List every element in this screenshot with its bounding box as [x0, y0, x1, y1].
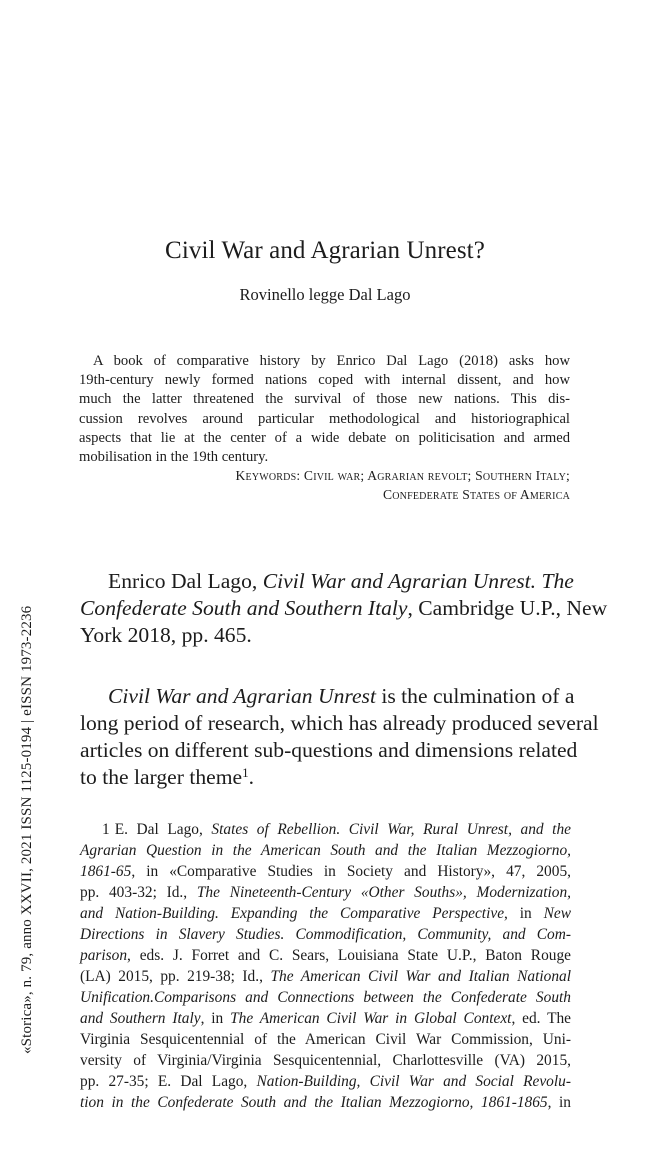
- body-line: articles on different sub-questions and dimensions related: [80, 738, 578, 762]
- book-publisher: , Cambridge U.P., New: [407, 596, 608, 620]
- footnote-italic: States of Rebellion. Civil War, Rural Unrest, and the: [211, 821, 571, 838]
- article-title: Civil War and Agrarian Unrest?: [165, 237, 485, 264]
- body-line: long period of research, which has already produced several: [80, 711, 599, 735]
- body-text: to the larger theme: [80, 765, 243, 789]
- footnote-italic: The Nineteenth-Century «Other Souths», Modernization,: [196, 884, 571, 901]
- body-text: .: [248, 765, 254, 789]
- keywords-line: Confederate States of America: [382, 487, 570, 503]
- book-title: Civil War and Agrarian Unrest. The: [262, 569, 574, 593]
- footnote-line: [80, 882, 571, 903]
- footnote-number: 1: [102, 821, 110, 838]
- body-line: [80, 683, 575, 710]
- book-reference-line: [80, 595, 608, 622]
- footnote-text: (LA) 2015, pp. 219-38; Id.,: [80, 968, 263, 985]
- footnote-marker[interactable]: 1: [242, 765, 249, 780]
- footnote-line: [80, 966, 571, 987]
- book-reference: [80, 568, 608, 649]
- footnote-italic: and Southern Italy: [80, 1010, 201, 1027]
- footnote: [80, 819, 571, 1113]
- abstract: [79, 352, 570, 467]
- footnote-italic: Unification.Comparisons and Connections between the Confederate South: [80, 989, 571, 1006]
- footnote-line: [80, 924, 571, 945]
- book-title-cont: Confederate South and Southern Italy: [80, 596, 408, 620]
- footnote-text: E. Dal Lago,: [114, 821, 203, 838]
- footnote-line: Virginia Sesquicentennial of the American Civil War Commission, Uni-: [80, 1031, 571, 1048]
- footnote-line: [80, 1092, 571, 1113]
- abstract-line: 19th-century newly formed nations coped with internal dissent, and how: [79, 372, 570, 389]
- footnote-line: [80, 840, 571, 861]
- footnote-line: [80, 819, 571, 840]
- abstract-line: A book of comparative history by Enrico Dal Lago (2018) asks how: [93, 353, 570, 369]
- footnote-line: [80, 1071, 571, 1092]
- footnote-italic: Agrarian Question in the American South and the Italian Mezzogiorno,: [80, 842, 571, 859]
- book-author: Enrico Dal Lago,: [108, 569, 258, 593]
- body-text: is the culmination of a: [381, 684, 575, 708]
- book-reference-line: [80, 568, 572, 595]
- footnote-italic: Directions in Slavery Studies. Commodification, Community, and Com-: [80, 926, 571, 943]
- footnote-text: pp. 27-35; E. Dal Lago,: [80, 1073, 248, 1090]
- abstract-line: much the latter threatened the survival of those new nations. This dis-: [79, 391, 570, 408]
- footnote-italic: The American Civil War and Italian National: [270, 968, 571, 985]
- abstract-line: aspects that lie at the center of a wide debate on politicisation and armed: [79, 429, 570, 446]
- body-paragraph: [80, 683, 599, 791]
- footnote-italic: and Nation-Building. Expanding the Comparative Perspective: [80, 905, 505, 922]
- journal-margin-note: «Storica», n. 79, anno XXVII, 2021 ISSN 1125-0194 | eISSN 1973-2236: [19, 605, 35, 1054]
- keywords: [79, 466, 570, 504]
- body-line: [80, 764, 572, 791]
- footnote-italic: Nation-Building, Civil War and Social Revolu-: [256, 1073, 571, 1090]
- footnote-italic: tion in the Confederate South and the Italian Mezzogiorno, 1861-1865: [80, 1094, 548, 1111]
- footnote-line: versity of Virginia/Virginia Sesquicentennial, Charlottesville (VA) 2015,: [80, 1052, 571, 1069]
- footnote-text: , in: [200, 1010, 224, 1027]
- footnote-text: , in: [504, 905, 532, 922]
- footnote-line: [80, 903, 571, 924]
- article-subtitle: Rovinello legge Dal Lago: [239, 285, 411, 304]
- book-reference-line: York 2018, pp. 465.: [80, 623, 252, 647]
- footnote-italic: New: [543, 905, 571, 922]
- footnote-line: [80, 1008, 571, 1029]
- keywords-line: Keywords: Civil war; Agrarian revolt; Southern Italy;: [235, 468, 570, 483]
- footnote-italic: The American Civil War in Global Context: [230, 1010, 512, 1027]
- abstract-line: mobilisation in the 19th century.: [79, 449, 269, 466]
- footnote-text: pp. 403-32; Id.,: [80, 884, 188, 901]
- footnote-text: , in: [547, 1094, 571, 1111]
- footnote-text: , in «Comparative Studies in Society and History», 47, 2005,: [131, 863, 571, 880]
- book-title-ref: Civil War and Agrarian Unrest: [108, 684, 376, 708]
- footnote-italic: 1861-65: [80, 863, 132, 880]
- abstract-line: cussion revolves around particular methodological and historiographical: [79, 410, 570, 427]
- footnote-italic: parison: [80, 947, 128, 964]
- footnote-line: [80, 987, 571, 1008]
- footnote-line: [80, 861, 571, 882]
- footnote-text: , ed. The: [511, 1010, 572, 1027]
- footnote-text: , eds. J. Forret and C. Sears, Louisiana State U.P., Baton Rouge: [127, 947, 571, 964]
- footnote-line: [80, 945, 571, 966]
